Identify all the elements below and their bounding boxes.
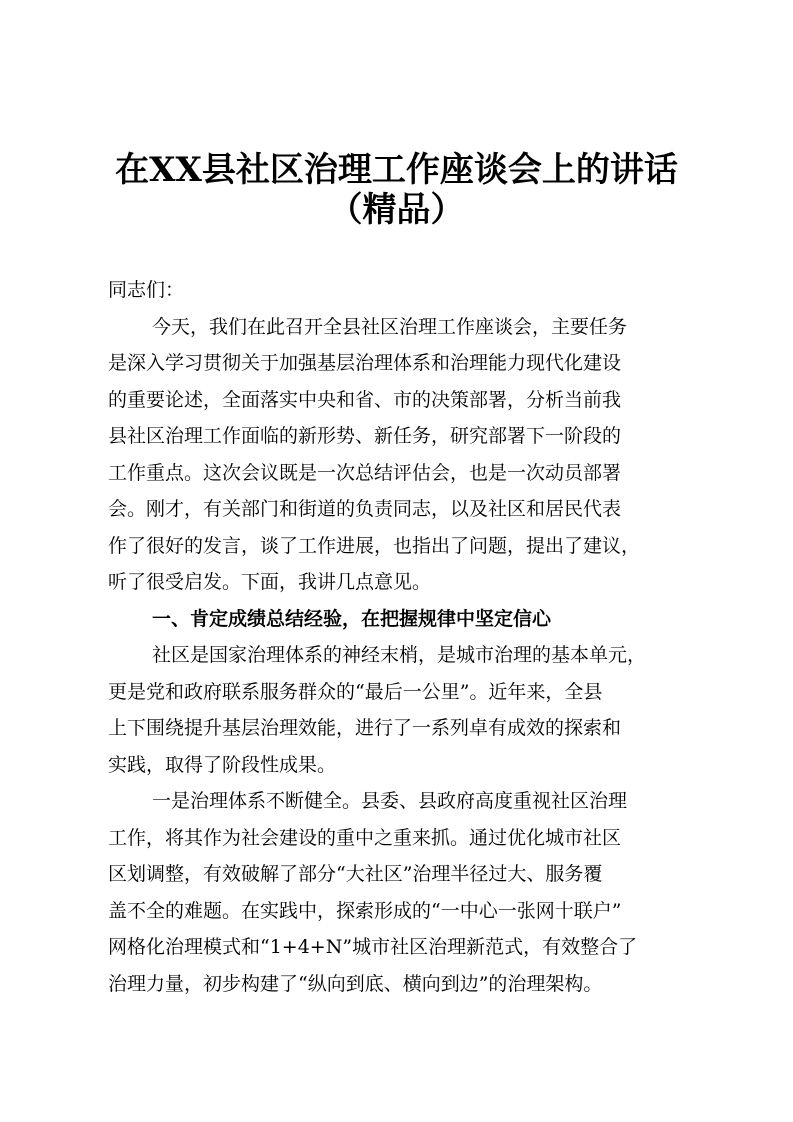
text-line: 区划调整，有效破解了部分“大社区”治理半径过大、服务覆 [108, 863, 603, 885]
text-line: 更是党和政府联系服务群众的“最后一公里”。近年来，全县 [108, 680, 603, 703]
document-title [60, 150, 733, 230]
section-heading: 一、肯定成绩总结经验，在把握规律中坚定信心 [152, 607, 552, 630]
text-line: 同志们： [108, 279, 185, 301]
text-line: 工作重点。这次会议既是一次总结评估会，也是一次动员部署 [108, 461, 622, 484]
text-line: 会。刚才，有关部门和街道的负责同志，以及社区和居民代表 [108, 498, 622, 520]
title-line-2: （精品） [328, 190, 465, 230]
text-line: 盖不全的难题。在实践中，探索形成的“一中心一张网十联户” [108, 899, 622, 922]
text-line: 今天，我们在此召开全县社区治理工作座谈会，主要任务 [152, 315, 628, 338]
text-line: 网格化治理模式和“1+4+N”城市社区治理新范式，有效整合了 [108, 936, 638, 958]
text-line: 实践，取得了阶段性成果。 [108, 753, 337, 776]
text-line: 听了很受启发。下面，我讲几点意见。 [108, 571, 432, 593]
text-line: 是深入学习贯彻关于加强基层治理体系和治理能力现代化建设 [108, 352, 622, 374]
text-line: 作了很好的发言，谈了工作进展，也指出了问题，提出了建议， [108, 534, 641, 557]
text-line: 社区是国家治理体系的神经末梢，是城市治理的基本单元， [152, 644, 647, 666]
text-line: 工作，将其作为社会建设的重中之重来抓。通过优化城市社区 [108, 826, 622, 849]
text-line: 治理力量，初步构建了“纵向到底、横向到边”的治理架构。 [108, 972, 603, 995]
text-line: 的重要论述，全面落实中央和省、市的决策部署，分析当前我 [108, 388, 622, 411]
document-body [108, 272, 686, 1002]
text-line: 县社区治理工作面临的新形势、新任务，研究部署下一阶段的 [108, 425, 622, 447]
text-line: 一是治理体系不断健全。县委、县政府高度重视社区治理 [152, 790, 628, 812]
text-line: 上下围绕提升基层治理效能，进行了一系列卓有成效的探索和 [108, 717, 622, 739]
title-line-1: 在XX县社区治理工作座谈会上的讲话 [115, 150, 678, 190]
